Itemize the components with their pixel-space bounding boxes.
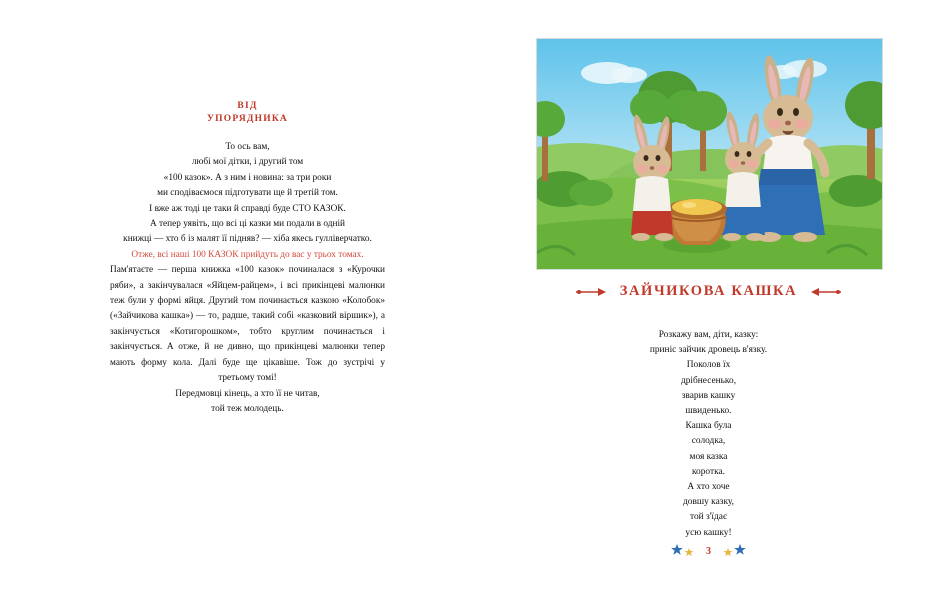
left-page bbox=[0, 0, 472, 600]
foreword-line: любі мої дітки, і другий том bbox=[191, 157, 304, 168]
story-title: ЗАЙЧИКОВА КАШКА bbox=[619, 283, 798, 299]
poem-line: приніс зайчик дровець в'язку. bbox=[649, 345, 768, 356]
poem-line: солодка, bbox=[691, 436, 726, 447]
foreword-line: «100 казок». А з ним і новина: за три роки bbox=[163, 172, 332, 183]
poem-line: А хто хоче bbox=[687, 482, 730, 493]
poem-line: Кашка була bbox=[685, 421, 732, 432]
poem-line: Розкажу вам, діти, казку: bbox=[658, 330, 759, 340]
ornament-left-icon bbox=[576, 287, 610, 297]
foreword-line: То ось вам, bbox=[225, 142, 270, 152]
foreword-closing-line: Передмовці кінець, а хто її не читав, bbox=[175, 388, 320, 399]
poem-line: довшу казку, bbox=[683, 497, 734, 508]
foreword-line: ми сподіваємося підготувати ще й третій том. bbox=[157, 188, 338, 199]
page-footer bbox=[536, 543, 881, 559]
foreword-paragraph: Пам'ятаєте — перша книжка «100 казок» починалася з «Курочки ряби», а закінчувалася «Яйцем-райцем», і всі прикінцеві малюнки теж були у формі яйця. Другий том починається казкою «Колобок» («Зайчикова кашка») — то, радше, такий собі «казковий віршик»), а закінчується «Котигорошком», тобто круглим починається і закінчується. А отже, й не дивно, що прикінцеві малюнки тепер мають форму кола. Далі буде ще цікавіше. Тож до зустрічі у третьому томі! bbox=[110, 265, 385, 384]
story-title-row bbox=[536, 283, 881, 300]
right-page bbox=[472, 0, 945, 600]
foreword-line: А тепер уявіть, що всі ці казки ми подали в одній bbox=[149, 219, 346, 230]
foreword-highlight-line: Отже, всі наші 100 КАЗОК прийдуть до вас у трьох томах. bbox=[131, 249, 364, 260]
ornament-right-icon bbox=[807, 287, 841, 297]
page-number: 3 bbox=[706, 545, 711, 557]
poem-line: дрібнесенько, bbox=[680, 375, 737, 386]
poem-line: коротка. bbox=[691, 466, 726, 477]
poem-line: той з'їдає bbox=[690, 512, 727, 523]
poem-line: моя казка bbox=[689, 451, 728, 462]
poem-line: усю кашку! bbox=[685, 527, 732, 538]
poem-line: Поколов їх bbox=[686, 360, 731, 371]
poem-line: зварив кашку bbox=[681, 390, 736, 401]
foreword-heading-line-2: УПОРЯДНИКА bbox=[206, 114, 288, 124]
foreword-body bbox=[110, 140, 385, 417]
foreword-heading bbox=[110, 100, 385, 126]
poem-text bbox=[536, 328, 881, 541]
foreword-closing-line: той теж молодець. bbox=[211, 403, 284, 414]
foreword-block bbox=[110, 100, 385, 417]
stars-right-icon bbox=[720, 543, 746, 559]
poem-line: швиденько. bbox=[685, 406, 732, 417]
foreword-heading-line-1: ВІД bbox=[237, 101, 258, 111]
foreword-line: книжці — хто б із малят її підняв? — хіба якесь гулліверчатко. bbox=[123, 234, 372, 245]
rabbit-family-cooking-porridge-illustration bbox=[536, 38, 883, 270]
foreword-line: І вже аж тоді це таки й справді буде СТО КАЗОК. bbox=[149, 203, 346, 214]
stars-left-icon bbox=[671, 543, 697, 559]
